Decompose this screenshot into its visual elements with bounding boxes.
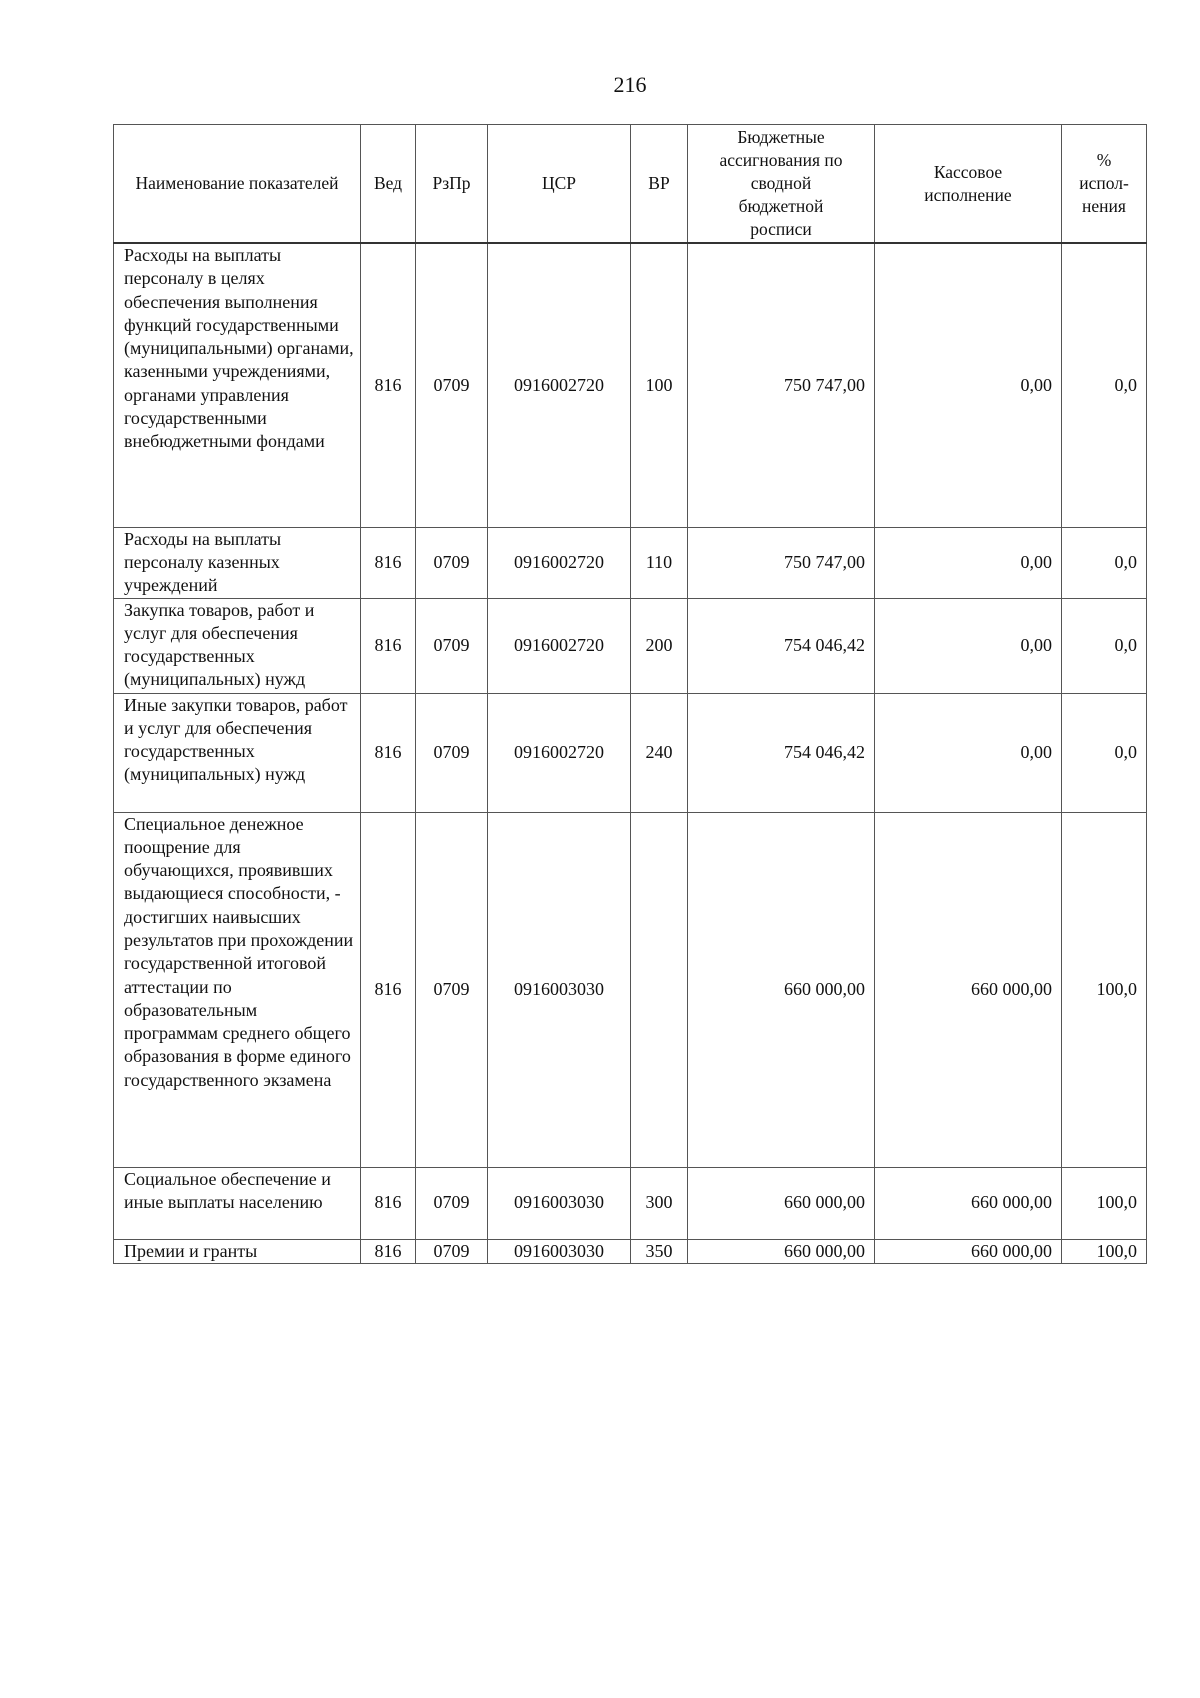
header-ved: Вед: [361, 125, 416, 244]
row-ved: 816: [361, 598, 416, 693]
row-cash: 0,00: [875, 243, 1062, 527]
row-rzpr: 0709: [416, 1167, 488, 1239]
table-row: [114, 812, 1147, 1167]
row-csr: 0916003030: [488, 1239, 631, 1263]
row-percent: 100,0: [1062, 812, 1147, 1167]
row-cash: 0,00: [875, 527, 1062, 598]
row-cash: 660 000,00: [875, 1239, 1062, 1263]
row-budget: 660 000,00: [688, 812, 875, 1167]
row-vr: 200: [631, 598, 688, 693]
header-rzpr: РзПр: [416, 125, 488, 244]
row-name: Премии и гранты: [114, 1239, 361, 1263]
row-ved: 816: [361, 527, 416, 598]
row-budget: 660 000,00: [688, 1239, 875, 1263]
row-percent: 100,0: [1062, 1167, 1147, 1239]
row-ved: 816: [361, 812, 416, 1167]
table-row: [114, 243, 1147, 527]
row-vr: 110: [631, 527, 688, 598]
row-rzpr: 0709: [416, 527, 488, 598]
row-vr: 350: [631, 1239, 688, 1263]
row-name: Специальное денежное поощрение для обучающихся, проявивших выдающиеся способности, - достигших наивысших результатов при прохождении государственной итоговой аттестации по образовательным программам среднего общего образования в форме единого государственного экзамена: [114, 812, 361, 1167]
table-row: [114, 598, 1147, 693]
row-cash: 660 000,00: [875, 812, 1062, 1167]
row-ved: 816: [361, 243, 416, 527]
row-csr: 0916002720: [488, 598, 631, 693]
row-rzpr: 0709: [416, 598, 488, 693]
table-header-row: [114, 125, 1147, 244]
table-row: [114, 1167, 1147, 1239]
table-row: [114, 693, 1147, 812]
row-rzpr: 0709: [416, 812, 488, 1167]
row-name: Расходы на выплаты персоналу казенных учреждений: [114, 527, 361, 598]
row-budget: 754 046,42: [688, 598, 875, 693]
row-name: Расходы на выплаты персоналу в целях обеспечения выполнения функций государственными (муниципальными) органами, казенными учреждениями, органами управления государственными внебюджетными фондами: [114, 243, 361, 527]
row-cash: 660 000,00: [875, 1167, 1062, 1239]
row-percent: 0,0: [1062, 598, 1147, 693]
row-cash: 0,00: [875, 693, 1062, 812]
row-budget: 660 000,00: [688, 1167, 875, 1239]
row-percent: 0,0: [1062, 693, 1147, 812]
row-rzpr: 0709: [416, 1239, 488, 1263]
row-ved: 816: [361, 693, 416, 812]
row-vr: [631, 812, 688, 1167]
row-ved: 816: [361, 1167, 416, 1239]
row-budget: 750 747,00: [688, 243, 875, 527]
page-number: 216: [613, 72, 647, 97]
row-rzpr: 0709: [416, 693, 488, 812]
table-row: [114, 527, 1147, 598]
row-rzpr: 0709: [416, 243, 488, 527]
row-csr: 0916002720: [488, 693, 631, 812]
row-csr: 0916003030: [488, 812, 631, 1167]
header-name: Наименование показателей: [114, 125, 361, 244]
row-name: Иные закупки товаров, работ и услуг для обеспечения государственных (муниципальных) нужд: [114, 693, 361, 812]
row-ved: 816: [361, 1239, 416, 1263]
row-percent: 0,0: [1062, 527, 1147, 598]
row-name: Социальное обеспечение и иные выплаты населению: [114, 1167, 361, 1239]
row-csr: 0916002720: [488, 527, 631, 598]
row-vr: 240: [631, 693, 688, 812]
table-row: [114, 1239, 1147, 1263]
budget-execution-table: [113, 124, 1147, 1264]
row-csr: 0916002720: [488, 243, 631, 527]
row-name: Закупка товаров, работ и услуг для обеспечения государственных (муниципальных) нужд: [114, 598, 361, 693]
row-cash: 0,00: [875, 598, 1062, 693]
header-percent: % испол-нения: [1062, 125, 1147, 244]
header-vr: ВР: [631, 125, 688, 244]
header-budget: Бюджетные ассигнования по сводной бюджетной росписи: [688, 125, 875, 244]
row-vr: 100: [631, 243, 688, 527]
header-cash: Кассовое исполнение: [875, 125, 1062, 244]
row-vr: 300: [631, 1167, 688, 1239]
row-percent: 0,0: [1062, 243, 1147, 527]
row-csr: 0916003030: [488, 1167, 631, 1239]
row-percent: 100,0: [1062, 1239, 1147, 1263]
row-budget: 754 046,42: [688, 693, 875, 812]
row-budget: 750 747,00: [688, 527, 875, 598]
header-csr: ЦСР: [488, 125, 631, 244]
